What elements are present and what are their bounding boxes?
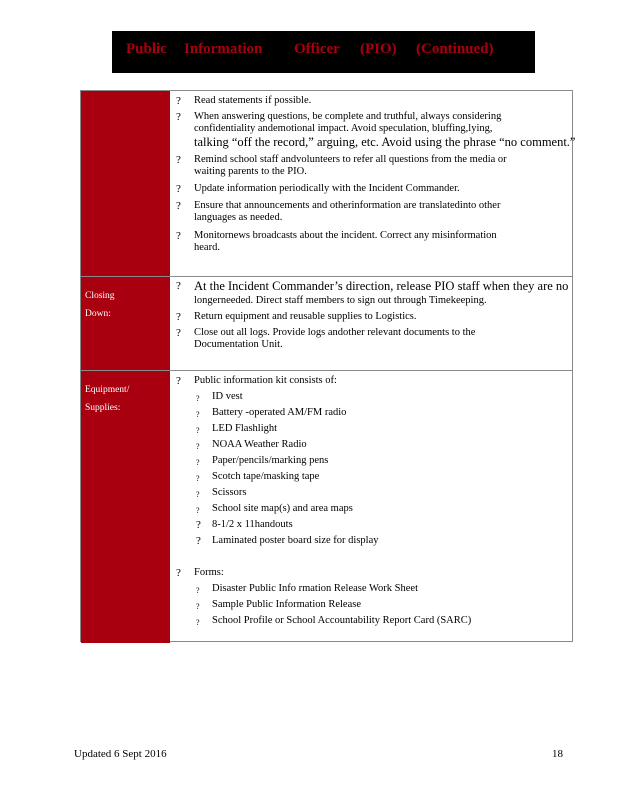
row-label-cell-top xyxy=(81,91,170,276)
row-label-cell-closing xyxy=(81,276,170,370)
row-content-closing: ? At the Incident Commander’s direction, release PIO staff when they are no longerneeded. Direct staff members to sign out through Timekeeping. ? Return equipment and reusable supplies to Logistics. ? Close out all logs. Provide logs andother relevant documents to the Documentation Unit. xyxy=(176,279,569,350)
header-word: (PIO) xyxy=(360,41,397,57)
header-word: Officer xyxy=(294,41,340,57)
footer-updated-date: Updated 6 Sept 2016 xyxy=(74,748,167,760)
footer-page-number: 18 xyxy=(552,748,563,760)
procedure-table xyxy=(80,90,576,642)
equipment-label-2: Supplies: xyxy=(85,403,121,413)
equipment-label-1: Equipment/ xyxy=(85,385,130,395)
header-word: Public xyxy=(126,41,167,57)
row-content-equipment: ? Public information kit consists of: ? ID vest ? Battery -operated AM/FM radio ? LED Flashlight ? NOAA Weather Radio ? Paper/pencils/marking pens ? Scotch tape/masking tape ? Scissors ? School site map(s) and area maps ? 8-1/2 x 11handouts ? Laminated poster board size for display ? Forms: ? Disaster Public Info rmation Release Work Sheet ? Sample Public Information Release ? School Profile or School Accountability Report Card (SARC) xyxy=(176,375,472,627)
row-label-cell-equipment xyxy=(81,370,170,643)
closing-label-2: Down: xyxy=(85,309,111,319)
header-word: Information xyxy=(184,41,263,57)
page-header xyxy=(112,31,535,73)
header-word: (Continued) xyxy=(416,41,494,57)
closing-label-1: Closing xyxy=(85,291,115,301)
row-content-top: ? Read statements if possible. ? When answering questions, be complete and truthful, always considering confidentiality andemotional impact. Avoid speculation, bluffing,lying, talking “off the record,” arguing, etc. Avoid using the phrase “no comment.” ? Remind school staff andvolunteers to refer all questions from the media or waiting parents to the PIO. ? Update information periodically with the Incident Commander. ? Ensure that announcements and otherinformation are translatedinto other languages as needed. ? Monitornews broadcasts about the incident. Correct any misinformation heard. xyxy=(176,95,576,253)
